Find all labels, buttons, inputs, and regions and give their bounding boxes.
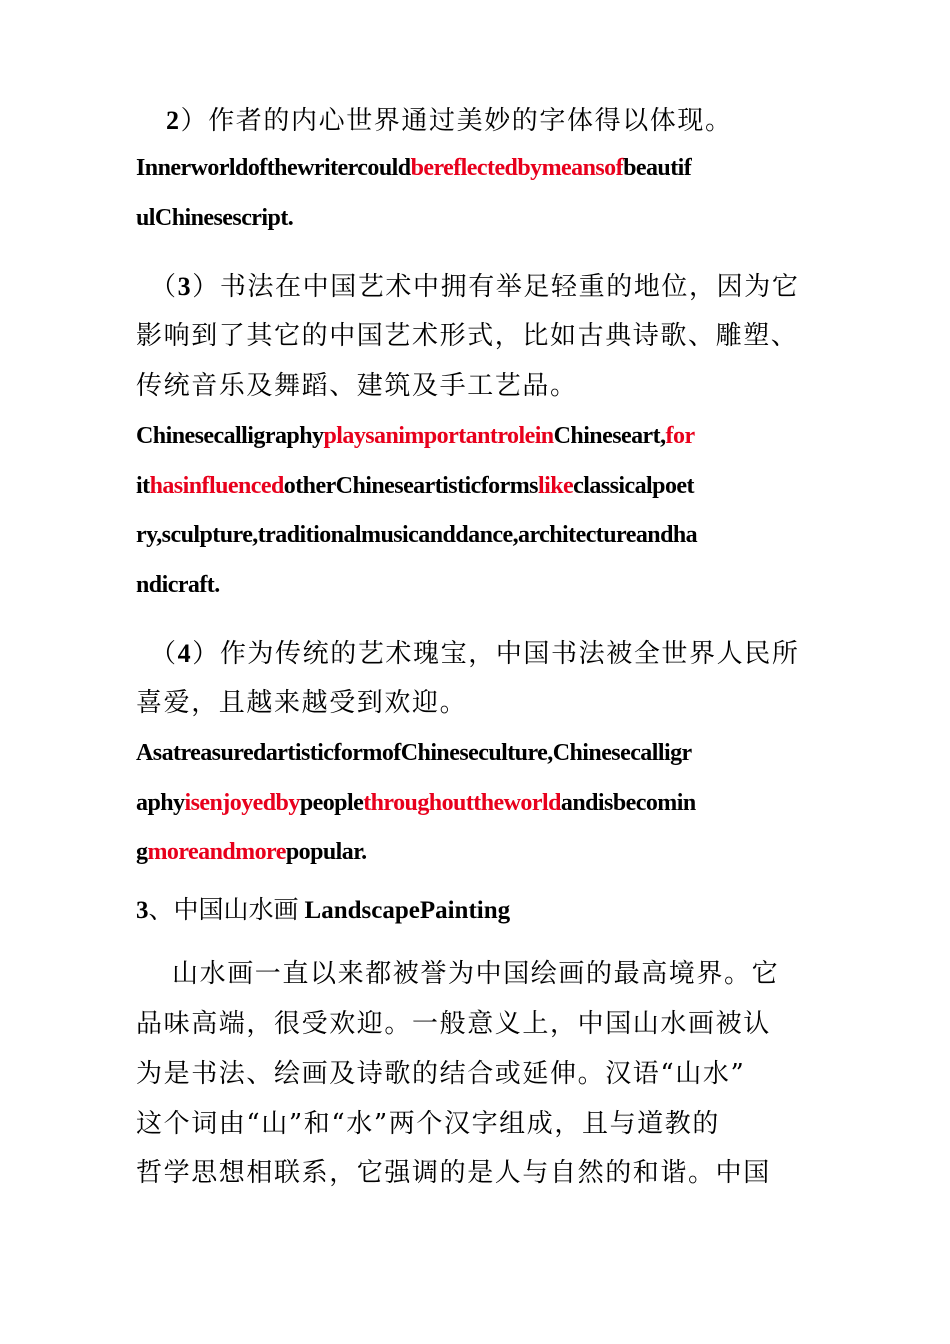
en-text: people (299, 790, 364, 816)
en-highlight: hasinfluenced (149, 473, 284, 499)
en-text: ndicraft. (136, 572, 220, 598)
en-highlight: playsanimportantrolein (323, 423, 554, 449)
item3-english-line4 (136, 572, 220, 599)
en-highlight: like (537, 473, 574, 499)
zh-text: ）作为传统的艺术瑰宝，中国书法被全世界人民所 (192, 639, 800, 669)
en-text: andisbecomin (560, 790, 696, 816)
zh-text: ）书法在中国艺术中拥有举足轻重的地位，因为它 (192, 272, 800, 302)
paragraph-line4 (136, 1103, 720, 1140)
item3-english-line2 (136, 473, 694, 500)
en-text: ulChinesescript. (136, 205, 294, 231)
zh-text: 传统音乐及舞蹈、建筑及手工艺品。 (136, 371, 578, 401)
en-text: aphy (136, 790, 185, 816)
item4-english-line1 (136, 740, 692, 767)
section-title-en: LandscapePainting (304, 897, 511, 924)
item2-english-line2 (136, 205, 293, 232)
en-text: it (136, 473, 150, 499)
en-highlight: moreandmore (147, 839, 286, 865)
zh-text: 影响到了其它的中国艺术形式，比如古典诗歌、雕塑、 (136, 321, 799, 351)
paragraph-line3 (136, 1053, 745, 1090)
en-text: beautif (623, 155, 692, 181)
zh-text: 山水画一直以来都被誉为中国绘画的最高境界。它 (172, 959, 780, 989)
en-highlight: for (665, 423, 695, 449)
section-number: 3 (136, 897, 149, 924)
en-text: Innerworldofthewritercould (136, 155, 411, 181)
section3-heading (136, 890, 510, 926)
item2-chinese (166, 100, 733, 137)
zh-text: 为是书法、绘画及诗歌的结合或延伸。汉语“山水” (136, 1059, 746, 1089)
en-text: otherChineseartisticforms (283, 473, 538, 499)
en-highlight: throughouttheworld (363, 790, 561, 816)
en-highlight: isenjoyedby (184, 790, 300, 816)
item3-english-line1 (136, 423, 695, 450)
item2-number: 2 (166, 106, 181, 135)
zh-text: 品味高端，很受欢迎。一般意义上，中国山水画被认 (136, 1009, 771, 1039)
paren-open: （ (150, 272, 178, 302)
en-text: popular. (285, 839, 367, 865)
item3-chinese-line2 (136, 315, 798, 352)
item3-number: 3 (177, 272, 193, 301)
item4-english-line3 (136, 839, 367, 866)
en-text: Chineseart, (553, 423, 666, 449)
section-title-zh: 、中国山水画 (148, 895, 299, 924)
en-text: Chinesecalligraphy (136, 423, 324, 449)
en-highlight: bereflectedbymeansof (410, 155, 624, 181)
item2-chinese-text: ）作者的内心世界通过美妙的字体得以体现。 (180, 106, 733, 136)
paragraph-line1 (172, 953, 779, 990)
paragraph-line5 (136, 1152, 771, 1189)
item4-chinese-line1 (150, 633, 799, 670)
en-text: classicalpoet (573, 473, 694, 499)
zh-text: 这个词由“山”和“水”两个汉字组成，且与道教的 (136, 1109, 720, 1139)
item3-chinese-line3 (136, 365, 578, 402)
item2-english-line1 (136, 155, 691, 182)
paragraph-line2 (136, 1003, 771, 1040)
item4-number: 4 (177, 639, 193, 668)
zh-text: 喜爱，且越来越受到欢迎。 (136, 688, 468, 718)
zh-text: 哲学思想相联系，它强调的是人与自然的和谐。中国 (136, 1158, 771, 1188)
en-text: AsatreasuredartisticformofChineseculture,Chinesecalligr (136, 740, 692, 766)
item3-chinese-line1 (150, 266, 799, 303)
item4-english-line2 (136, 790, 696, 817)
item3-english-line3 (136, 522, 697, 549)
en-text: g (136, 839, 148, 865)
en-text: ry,sculpture,traditionalmusicanddance,architectureandha (136, 522, 698, 548)
item4-chinese-line2 (136, 682, 467, 719)
paren-open: （ (150, 639, 178, 669)
